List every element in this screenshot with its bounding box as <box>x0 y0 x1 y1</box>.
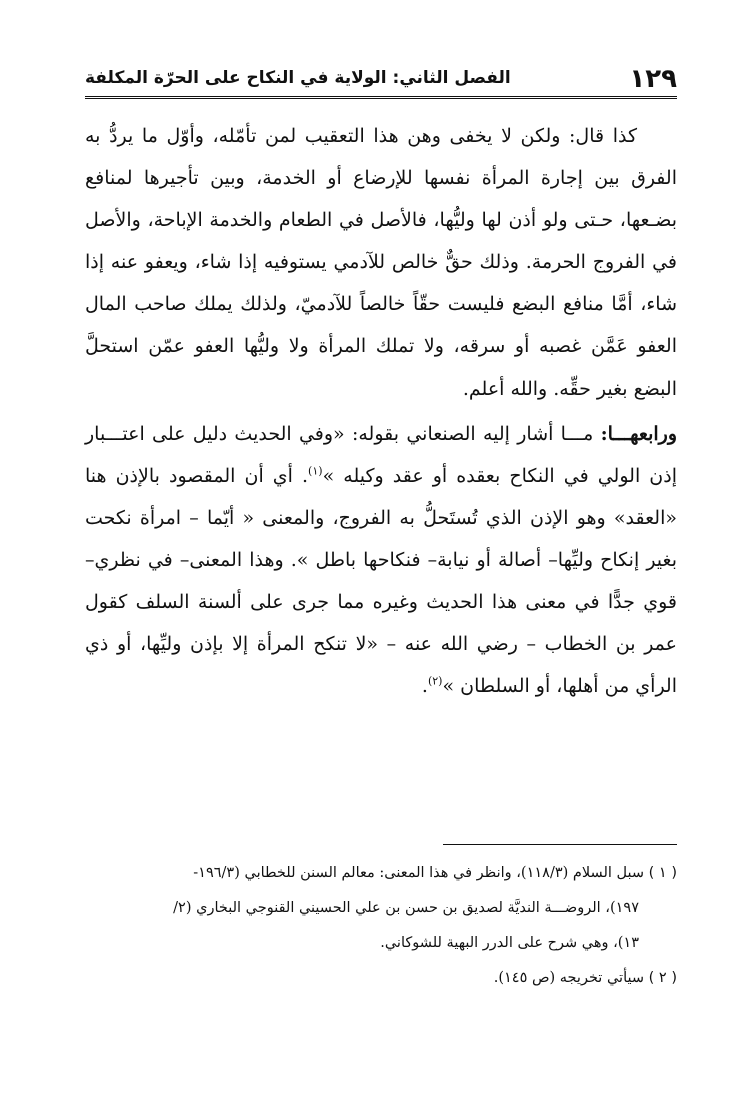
page-number: ١٢٩ <box>629 64 677 94</box>
footnote-1-line-1 <box>85 856 677 891</box>
footnote-1-text-1: سبل السلام (١١٨/٣)، وانظر في هذا المعنى: معالم السنن للخطابي (١٩٦/٣- <box>193 865 645 881</box>
footnote-1-text-2: ١٩٧)، الروضـــة النديَّة لصديق بن حسن بن علي الحسيني القنوجي البخاري (٢/ <box>173 900 639 916</box>
footnote-divider <box>443 844 677 845</box>
footnote-ref-2[interactable]: (٢) <box>427 674 443 688</box>
footnotes <box>85 856 677 996</box>
paragraph-1 <box>85 115 677 410</box>
chapter-title: الفصل الثاني: الولاية في النكاح على الحرّة المكلفة <box>85 68 511 88</box>
paragraph-2-text: مـــا أشار إليه الصنعاني بقوله: «وفي الحديث دليل على اعتـــبار إذن الولي في النكاح بعقده أو عقد وكيله » <box>85 422 677 487</box>
paragraph-2-text-end: . <box>421 675 428 698</box>
footnote-1-line-3 <box>85 926 677 961</box>
paragraph-2-text-after: . أي أن المقصود بالإذن هنا «العقد» وهو الإذن الذي تُستَحلُّ به الفروج، والمعنى « أيّما – امرأة نكحت بغير إنكاح وليِّها– أصالة أو نيابة– فنكاحها باطل ». وهذا المعنى– في نظري– قوي جدًّا في معنى هذا الحديث وغيره مما جرى على ألسنة السلف كقول عمر بن الخطاب – رضي الله عنه – «لا تنكح المرأة إلا بإذن وليِّها، أو ذي الرأي من أهلها، أو السلطان » <box>85 464 677 698</box>
header-divider <box>85 96 677 99</box>
footnote-2-line-1 <box>85 961 677 996</box>
footnote-1-text-3: ١٣)، وهي شرح على الدرر البهية للشوكاني. <box>380 935 639 951</box>
footnote-ref-1[interactable]: (١) <box>308 464 323 478</box>
footnote-2-text-1: سيأتي تخريجه (ص ١٤٥). <box>493 970 645 986</box>
paragraph-2-lead: ورابعهـــا: <box>600 422 677 445</box>
body-text <box>85 115 677 707</box>
footnote-1-marker: ( ١ ) <box>648 865 677 881</box>
footnote-1-line-2 <box>85 891 677 926</box>
footnote-2-marker: ( ٢ ) <box>648 970 677 986</box>
running-header <box>85 62 677 98</box>
paragraph-2 <box>85 413 677 708</box>
paragraph-1-text: كذا قال: ولكن لا يخفى وهن هذا التعقيب لمن تأمّله، وأوّل ما يردُّ به الفرق بين إجارة المرأة نفسها للإرضاع أو الخدمة، وبين تأجيرها لمنافع بضـعها، حـتى ولو أذن لها وليُّها، فالأصل في الطعام والخدمة الإباحة، والأصل في الفروج الحرمة. وذلك حقٌّ خالص للآدمي يستوفيه إذا شاء، ويعفو عنه إذا شاء، أمَّا منافع البضع فليست حقّاً خالصاً للآدميّ، ولذلك يملك صاحب المال العفو عَمَّن غصبه أو سرقه، ولا تملك المرأة ولا وليُّها العفو عمّن استحلَّ البضع بغير حقِّه. والله أعلم. <box>85 125 677 400</box>
